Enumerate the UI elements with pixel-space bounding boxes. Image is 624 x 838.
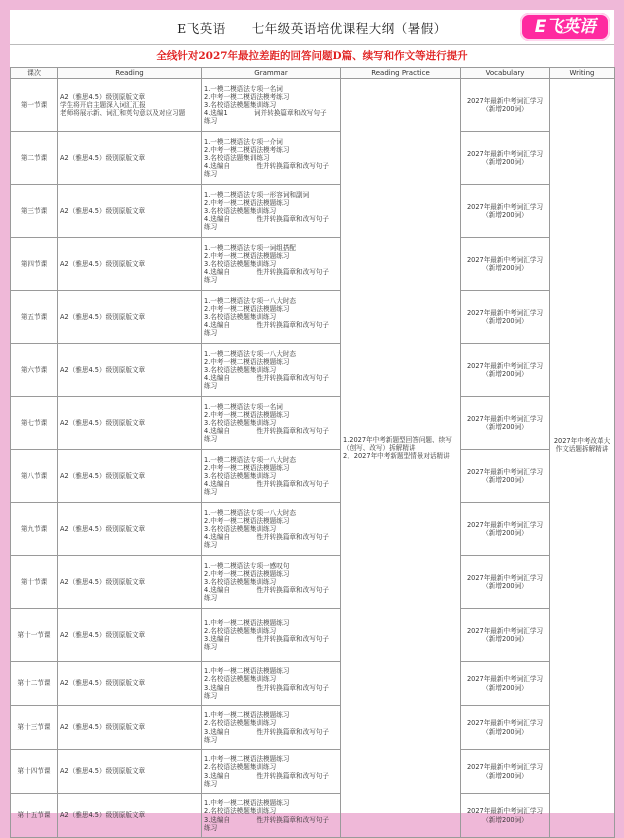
grammar-line: 1.一模二模语法专项一形容词和副词 [204, 190, 310, 199]
grammar-cell [202, 344, 341, 397]
brand-logo: E飞英语 [520, 13, 610, 41]
grammar-line: 3.选编自 性并转换篇章和改写句子 [204, 815, 329, 824]
reading-cell [58, 750, 202, 794]
reading-cell [58, 450, 202, 503]
reading-cell [58, 344, 202, 397]
grammar-line: 3.名校语法模题集训练习 [204, 100, 277, 109]
column-header-grammar: Grammar [202, 68, 341, 79]
grammar-cell [202, 662, 341, 706]
vocabulary-line: 2027年最新中考词汇学习 [466, 675, 544, 684]
grammar-line: 2.中考一模二模语法模题练习 [204, 463, 290, 472]
grammar-line: 4.选编自 性并转换篇章和改写句子 [204, 480, 329, 489]
grammar-cell [202, 132, 341, 185]
vocabulary-line: （新增200词） [482, 158, 528, 166]
spacer [552, 82, 612, 437]
grammar-line: 2.名校语法模题集训练习 [204, 675, 277, 684]
grammar-line: 1.一模二模语法专项一感叹句 [204, 561, 290, 570]
reading-line: A2（雅思4.5）级别原版文章 [60, 679, 146, 688]
reading-cell [58, 132, 202, 185]
vocabulary-line: 2027年最新中考词汇学习 [466, 763, 544, 772]
grammar-line: 3.名校语法模题集训练习 [204, 577, 277, 586]
reading-cell [58, 662, 202, 706]
grammar-line: 2.中考一模二模语法模题练习 [204, 304, 290, 313]
grammar-line: 练习 [204, 435, 218, 444]
table-row [11, 132, 615, 185]
vocabulary-cell [461, 185, 550, 238]
grammar-line: 4.选编自 性并转换篇章和改写句子 [204, 321, 329, 330]
vocabulary-cell [461, 609, 550, 662]
reading-cell [58, 238, 202, 291]
vocabulary-line: （新增200词） [482, 264, 528, 272]
reading-practice-line: 2．2027年中考新题型情景对话精讲 [343, 452, 450, 461]
table-row [11, 662, 615, 706]
grammar-line: 2.中考一模二模语法模题练习 [204, 569, 290, 578]
writing-line: 作文话题拆解精讲 [555, 445, 609, 454]
vocabulary-line: 2027年最新中考词汇学习 [466, 149, 544, 158]
reading-cell [58, 706, 202, 750]
table-row [11, 503, 615, 556]
column-header-lesson: 课次 [11, 68, 58, 79]
lesson-cell: 第十五节课 [11, 794, 58, 838]
title-row [10, 10, 614, 44]
vocabulary-line: （新增200词） [482, 476, 528, 484]
grammar-cell [202, 556, 341, 609]
grammar-line: 3.选编自 性并转换篇章和改写句子 [204, 683, 329, 692]
lesson-cell: 第八节课 [11, 450, 58, 503]
syllabus-sheet [10, 10, 614, 832]
vocabulary-line: （新增200词） [482, 370, 528, 378]
reading-line: A2（雅思4.5）级别原版文章 [60, 471, 146, 480]
table-row [11, 291, 615, 344]
reading-line: A2（雅思4.5）级别原版文章 [60, 206, 146, 215]
grammar-line: 2.名校语法模题集训练习 [204, 763, 277, 772]
table-row [11, 344, 615, 397]
column-header-writing: Writing [550, 68, 615, 79]
lesson-cell: 第六节课 [11, 344, 58, 397]
grammar-line: 1.一模二模语法专项一介词 [204, 137, 283, 146]
vocabulary-cell [461, 291, 550, 344]
grammar-line: 3.名校语法模题集训练习 [204, 524, 277, 533]
reading-line: A2（雅思4.5）级别原版文章 [60, 767, 146, 776]
grammar-line: 1.中考一模二模语法模题练习 [204, 711, 290, 720]
table-row [11, 238, 615, 291]
table-row [11, 556, 615, 609]
lesson-cell: 第十节课 [11, 556, 58, 609]
grammar-line: 2.中考一模二模语法模题练习 [204, 410, 290, 419]
grammar-line: 练习 [204, 643, 218, 652]
grammar-line: 2.中考一模二模语法模题练习 [204, 198, 290, 207]
grammar-line: 练习 [204, 691, 218, 700]
grammar-line: 2.名校语法模题集训练习 [204, 807, 277, 816]
vocabulary-cell [461, 344, 550, 397]
grammar-line: 1.中考一模二模语法模题练习 [204, 755, 290, 764]
grammar-cell [202, 503, 341, 556]
grammar-line: 2.中考一模二模语法模考练习 [204, 92, 290, 101]
reading-cell [58, 503, 202, 556]
grammar-line: 3.名校语法模题集训练习 [204, 312, 277, 321]
reading-line: A2（雅思4.5）级别原版文章 [60, 92, 146, 101]
reading-cell [58, 185, 202, 238]
vocabulary-line: （新增200词） [482, 727, 528, 736]
lesson-cell: 第四节课 [11, 238, 58, 291]
grammar-cell [202, 450, 341, 503]
grammar-line: 2.中考一模二模语法模题练习 [204, 516, 290, 525]
table-row [11, 609, 615, 662]
lesson-cell: 第十三节课 [11, 706, 58, 750]
writing-line: 2027年中考改革大 [553, 437, 611, 445]
vocabulary-cell [461, 794, 550, 838]
grammar-cell [202, 609, 341, 662]
grammar-line: 4.选编自 性并转换篇章和改写句子 [204, 268, 329, 277]
vocabulary-line: 2027年最新中考词汇学习 [466, 626, 544, 635]
grammar-line: 2.中考一模二模语法模考练习 [204, 145, 290, 154]
grammar-line: 练习 [204, 329, 218, 338]
reading-cell [58, 556, 202, 609]
reading-line: A2（雅思4.5）级别原版文章 [60, 811, 146, 820]
grammar-line: 3.名校语法模题集训练习 [204, 365, 277, 374]
vocabulary-line: （新增200词） [482, 815, 528, 824]
grammar-cell [202, 238, 341, 291]
reading-line: A2（雅思4.5）级别原版文章 [60, 630, 146, 639]
reading-practice-line: 1.2027年中考新题型回答问题、续写 [343, 436, 452, 444]
vocabulary-cell [461, 706, 550, 750]
vocabulary-line: 2027年最新中考词汇学习 [466, 414, 544, 423]
reading-line: 老师将展示新、词汇和英句意以及对应习题 [60, 109, 186, 118]
grammar-cell [202, 794, 341, 838]
lesson-cell: 第九节课 [11, 503, 58, 556]
page-subtitle: 全线针对2027年最拉差距的回答问题D篇、续写和作文等进行提升 [10, 44, 614, 67]
vocabulary-cell [461, 556, 550, 609]
vocabulary-line: （新增200词） [482, 211, 528, 219]
vocabulary-cell [461, 450, 550, 503]
vocabulary-cell [461, 79, 550, 132]
vocabulary-line: 2027年最新中考词汇学习 [466, 719, 544, 728]
grammar-line: 4.选编自 性并转换篇章和改写句子 [204, 162, 329, 171]
grammar-line: 2.中考一模二模语法模题练习 [204, 357, 290, 366]
grammar-line: 3.名校语法模题集训练习 [204, 259, 277, 268]
table-header-row [11, 68, 615, 79]
grammar-cell [202, 706, 341, 750]
vocabulary-line: （新增200词） [482, 529, 528, 537]
grammar-line: 练习 [204, 170, 218, 179]
vocabulary-cell [461, 750, 550, 794]
grammar-cell [202, 750, 341, 794]
reading-cell [58, 79, 202, 132]
column-header-vocabulary: Vocabulary [461, 68, 550, 79]
lesson-cell: 第十二节课 [11, 662, 58, 706]
grammar-line: 4.选编1 词并转换篇章和改写句子 [204, 109, 327, 118]
vocabulary-cell [461, 662, 550, 706]
grammar-line: 练习 [204, 276, 218, 285]
writing-cell [550, 79, 615, 838]
vocabulary-line: 2027年最新中考词汇学习 [466, 807, 544, 816]
reading-line: A2（雅思4.5）级别原版文章 [60, 153, 146, 162]
reading-line: 学生将开启主题深入词汇汇报 [60, 100, 146, 109]
grammar-line: 2.名校语法模题集训练习 [204, 719, 277, 728]
vocabulary-line: 2027年最新中考词汇学习 [466, 96, 544, 105]
reading-cell [58, 609, 202, 662]
table-row [11, 185, 615, 238]
reading-cell [58, 291, 202, 344]
reading-line: A2（雅思4.5）级别原版文章 [60, 259, 146, 268]
grammar-line: 1.中考一模二模语法模题练习 [204, 799, 290, 808]
reading-practice-cell [341, 79, 461, 838]
vocabulary-cell [461, 132, 550, 185]
lesson-cell: 第七节课 [11, 397, 58, 450]
vocabulary-line: （新增200词） [482, 635, 528, 643]
lesson-cell: 第十四节课 [11, 750, 58, 794]
grammar-line: 练习 [204, 382, 218, 391]
grammar-line: 练习 [204, 488, 218, 497]
grammar-line: 1.一模二模语法专项一名词 [204, 402, 283, 411]
table-row [11, 397, 615, 450]
table-row [11, 750, 615, 794]
lesson-cell: 第一节课 [11, 79, 58, 132]
vocabulary-line: 2027年最新中考词汇学习 [466, 255, 544, 264]
lesson-cell: 第十一节课 [11, 609, 58, 662]
lesson-cell: 第二节课 [11, 132, 58, 185]
grammar-line: 练习 [204, 735, 218, 744]
grammar-line: 1.一模二模语法专项一八大时态 [204, 508, 297, 517]
reading-line: A2（雅思4.5）级别原版文章 [60, 365, 146, 374]
grammar-line: 1.中考一模二模语法模题练习 [204, 667, 290, 676]
lesson-cell: 第五节课 [11, 291, 58, 344]
grammar-line: 练习 [204, 779, 218, 788]
grammar-line: 练习 [204, 117, 218, 126]
grammar-line: 1.中考一模二模语法模题练习 [204, 618, 290, 627]
grammar-line: 3.选编自 性并转换篇章和改写句子 [204, 727, 329, 736]
vocabulary-line: 2027年最新中考词汇学习 [466, 308, 544, 317]
lesson-cell: 第三节课 [11, 185, 58, 238]
reading-cell [58, 397, 202, 450]
vocabulary-line: 2027年最新中考词汇学习 [466, 202, 544, 211]
grammar-line: 练习 [204, 594, 218, 603]
grammar-line: 1.一模二模语法专项一八大时态 [204, 296, 297, 305]
grammar-line: 3.名校语法模题集训练习 [204, 206, 277, 215]
vocabulary-cell [461, 503, 550, 556]
vocabulary-line: （新增200词） [482, 683, 528, 692]
reading-line: A2（雅思4.5）级别原版文章 [60, 577, 146, 586]
vocabulary-line: 2027年最新中考词汇学习 [466, 467, 544, 476]
table-row [11, 450, 615, 503]
vocabulary-line: （新增200词） [482, 105, 528, 113]
vocabulary-line: （新增200词） [482, 582, 528, 590]
column-header-reading-practice: Reading Practice [341, 68, 461, 79]
grammar-line: 3.名校语法题集训练习 [204, 153, 270, 162]
grammar-line: 2.名校语法模题集训练习 [204, 626, 277, 635]
grammar-line: 1.一模二模语法专项一名词 [204, 84, 283, 93]
grammar-line: 4.选编自 性并转换篇章和改写句子 [204, 215, 329, 224]
vocabulary-line: （新增200词） [482, 423, 528, 431]
syllabus-table [10, 67, 615, 838]
vocabulary-line: 2027年最新中考词汇学习 [466, 573, 544, 582]
grammar-line: 练习 [204, 223, 218, 232]
grammar-line: 1.一模二模语法专项一八大时态 [204, 455, 297, 464]
reading-line: A2（雅思4.5）级别原版文章 [60, 524, 146, 533]
grammar-cell [202, 291, 341, 344]
grammar-cell [202, 79, 341, 132]
grammar-line: 4.选编自 性并转换篇章和改写句子 [204, 427, 329, 436]
grammar-line: 练习 [204, 541, 218, 550]
spacer [343, 81, 458, 436]
grammar-line: 3.名校语法模题集训练习 [204, 418, 277, 427]
vocabulary-line: 2027年最新中考词汇学习 [466, 361, 544, 370]
grammar-line: 2.中考一模二模语法模题练习 [204, 251, 290, 260]
table-row [11, 794, 615, 838]
grammar-line: 3.选编自 性并转换篇章和改写句子 [204, 771, 329, 780]
grammar-cell [202, 397, 341, 450]
reading-cell [58, 794, 202, 838]
vocabulary-cell [461, 397, 550, 450]
vocabulary-line: （新增200词） [482, 317, 528, 325]
table-row [11, 79, 615, 132]
reading-practice-line: （创写、改写）拆解精讲 [343, 444, 416, 453]
grammar-line: 练习 [204, 823, 218, 832]
table-row [11, 706, 615, 750]
grammar-line: 3.选编自 性并转换篇章和改写句子 [204, 635, 329, 643]
grammar-line: 4.选编自 性并转换篇章和改写句子 [204, 374, 329, 383]
reading-line: A2（雅思4.5）级别原版文章 [60, 418, 146, 427]
grammar-line: 1.一模二模语法专项一词组搭配 [204, 243, 297, 252]
vocabulary-line: （新增200词） [482, 771, 528, 780]
grammar-line: 1.一模二模语法专项一八大时态 [204, 349, 297, 358]
vocabulary-line: 2027年最新中考词汇学习 [466, 520, 544, 529]
reading-line: A2（雅思4.5）级别原版文章 [60, 312, 146, 321]
page-title: E飞英语 七年级英语培优课程大纲（暑假） [177, 21, 447, 36]
grammar-line: 4.选编自 性并转换篇章和改写句子 [204, 533, 329, 542]
reading-line: A2（雅思4.5）级别原版文章 [60, 723, 146, 732]
grammar-line: 4.选编自 性并转换篇章和改写句子 [204, 586, 329, 595]
grammar-line: 3.名校语法模题集训练习 [204, 471, 277, 480]
column-header-reading: Reading [58, 68, 202, 79]
vocabulary-cell [461, 238, 550, 291]
grammar-cell [202, 185, 341, 238]
